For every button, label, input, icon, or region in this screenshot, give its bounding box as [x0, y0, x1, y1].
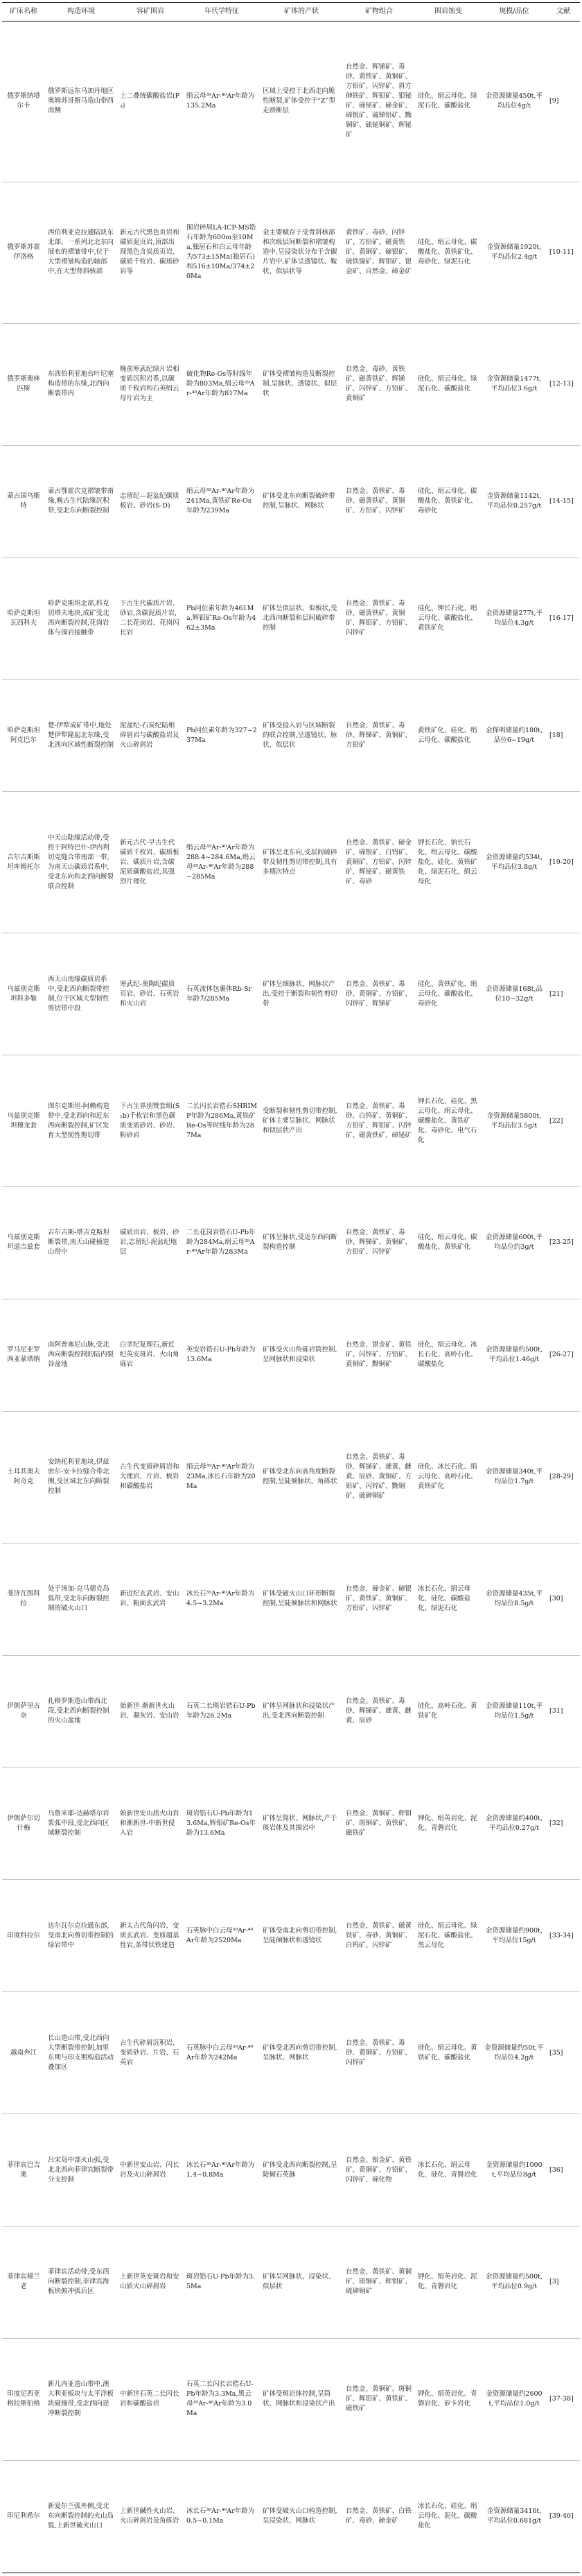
deposit-name-cell: 斐济瓦图科拉	[2, 1543, 45, 1655]
mineral-assemblage-cell: 自然金、黄铁矿、毒砂、黄铜矿、方铅矿、闪锌矿	[343, 1992, 415, 2114]
scale-grade-cell: 金资源储量435t,平均品位8.5g/t	[482, 1543, 547, 1655]
geochronology-cell: Pb同位素年龄为327~237Ma	[184, 680, 260, 792]
deposit-name-cell: 罗马尼亚罗西亚蒙塔纳	[2, 1299, 45, 1411]
host-rock-cell: 下古生界别赞套组(S₁b)千枚岩和黑色碳质变质砂岩、砂岩、粉砂岩	[117, 1055, 184, 1187]
geochronology-cell: 二长花岗岩锆石U-Pb年龄为284Ma,绢云母³⁹Ar-⁴⁰Ar年龄为283Ma	[184, 1187, 260, 1299]
reference-cell: [35]	[547, 1992, 580, 2114]
mineral-assemblage-cell: 自然金、碲金矿、碲银矿、黄铁矿、黄铜矿、方铅矿、闪锌矿	[343, 1543, 415, 1655]
host-rock-cell: 古生代碎屑沉积岩,变质砂岩、片岩、石英岩	[117, 1992, 184, 2114]
reference-cell: [28-29]	[547, 1411, 580, 1543]
geochronology-cell: 冰长石³⁹Ar-⁴⁰Ar年龄为4.5~3.2Ma	[184, 1543, 260, 1655]
table-header-row	[2, 3, 580, 21]
orebody-occurrence-cell: 矿体受北西向断裂控制,呈陡倾石英脉	[260, 2114, 343, 2227]
mineral-assemblage-cell: 黄铁矿、毒砂、闪锌矿、方铅矿、磁黄铁矿、黄铜矿、碲银矿、硫铁镍矿、辉钼矿、银金矿、自然金、碲金矿	[343, 182, 415, 323]
orebody-occurrence-cell: 矿体受北东向高角度断裂控制,呈陡倾脉状、角砾状	[260, 1411, 343, 1543]
mineral-assemblage-cell: 自然金、黄铁矿、磁黄铁矿、毒砂、黄铜矿、白钨矿、闪锌矿	[343, 1880, 415, 1992]
table-row	[2, 1187, 580, 1299]
host-rock-cell: 泥盆纪-石炭纪陆相碎屑岩与碳酸盐岩及火山碎屑岩	[117, 680, 184, 792]
mineral-assemblage-cell: 自然金、黄铁矿、毒砂、黄铜矿、方铅矿、闪锌矿、辉锑矿	[343, 933, 415, 1055]
deposit-name-cell: 印尼利希尔	[2, 2460, 45, 2573]
reference-cell: [9]	[547, 21, 580, 182]
scale-grade-cell: 金资源储量1477t,平均品位3.6g/t	[482, 323, 547, 445]
scale-grade-cell: 金资源储量约900t,平均品位15g/t	[482, 1880, 547, 1992]
reference-cell: [10-11]	[547, 182, 580, 323]
deposit-name-cell: 俄罗斯纳塔尔卡	[2, 21, 45, 182]
orebody-occurrence-cell: 矿体呈网脉状和浸染状产出,受北西向断裂控制	[260, 1655, 343, 1767]
deposit-name-cell: 土耳其奥夫阿奇克	[2, 1411, 45, 1543]
host-rock-cell: 晚前寒武纪绿片岩相变质沉积岩系,以碳质千枚岩和石英绢云母片岩为主	[117, 323, 184, 445]
wallrock-alteration-cell: 钾长石化、硅化、黑云母化、绢云母化、碳酸盐化、黄铁矿化、毒砂化、电气石化	[415, 1055, 482, 1187]
geochronology-cell: 斑岩锆石U-Pb年龄为3.5Ma	[184, 2227, 260, 2339]
orebody-occurrence-cell: 金主要赋存于受背斜核部和次级层间断裂和褶皱构造中,呈浸染状分布于含碳片岩中,矿体呈透镜状、鞍状、似层状等	[260, 182, 343, 323]
reference-cell: [39-40]	[547, 2460, 580, 2573]
tectonic-setting-cell: 南阿普塞尼山脉,受北西向断裂控制的陆内裂谷盆地	[45, 1299, 117, 1411]
geochronology-cell: 二长闪长岩锆石SHRIMP年龄为286Ma,黄铁矿Re-Os等时线年龄为287Ma	[184, 1055, 260, 1187]
host-rock-cell: 寒武纪-奥陶纪碳质页岩、砂岩、石英岩和火山岩	[117, 933, 184, 1055]
table-row	[2, 323, 580, 445]
reference-cell: [31]	[547, 1655, 580, 1767]
scale-grade-cell: 金资源储量约2600t,平均品位1.0g/t	[482, 2338, 547, 2460]
table-row	[2, 792, 580, 933]
orebody-occurrence-cell: 矿体受破火山口构造控制,呈浸染状、网脉状	[260, 2460, 343, 2573]
reference-cell: [36]	[547, 2114, 580, 2227]
tectonic-setting-cell: 新几内亚造山带中,澳大利亚板块与太平洋板块碰撞带,受北西向逆冲断裂控制	[45, 2338, 117, 2460]
scale-grade-cell: 金资源储量约50t,平均品位4.2g/t	[482, 1992, 547, 2114]
scale-grade-cell: 金探明储量约180t,品位6~19g/t	[482, 680, 547, 792]
tectonic-setting-cell: 东西伯利亚地台叶尼塞构造带的东缘,北西向断裂带内	[45, 323, 117, 445]
table-row	[2, 21, 580, 182]
host-rock-cell: 下古生代碳质片岩、砂岩,含碳泥质片岩,二长花岗岩、花岗闪长岩	[117, 557, 184, 680]
host-rock-cell: 始新世-渐新世火山岩、凝灰岩、安山岩	[117, 1655, 184, 1767]
wallrock-alteration-cell: 钾化、绢英岩化、泥化、青磐岩化	[415, 2227, 482, 2339]
mineral-assemblage-cell: 自然金、黄铁矿、毒砂、白钨矿、黄铜矿、方铅矿、辉钼矿、闪锌矿、磁黄铁矿、碲铋矿	[343, 1055, 415, 1187]
deposit-table	[2, 2, 580, 2573]
orebody-occurrence-cell: 矿体呈似层状、似板状,受北西向断裂和层间破碎带控制	[260, 557, 343, 680]
reference-cell: [22]	[547, 1055, 580, 1187]
deposit-name-cell: 俄罗斯苏霍伊洛格	[2, 182, 45, 323]
host-rock-cell: 中新世石英二长闪长岩和碳酸盐岩	[117, 2338, 184, 2460]
tectonic-setting-cell: 菲律宾活动带,受东西向断裂控制,菲律宾海板块俯冲弧后区	[45, 2227, 117, 2339]
mineral-assemblage-cell: 自然金、黄铁矿、毒砂、辉锑矿、雄黄、雌黄、辰砂、黄铜矿、方铅矿、闪锌矿、黝铜矿、硫砷铜矿	[343, 1411, 415, 1543]
geochronology-cell: 英安岩锆石U-Pb年龄为13.6Ma	[184, 1299, 260, 1411]
table-row	[2, 1880, 580, 1992]
orebody-occurrence-cell: 矿体呈北东向,受层间破碎带及韧性剪切带控制,具有多期次特点	[260, 792, 343, 933]
scale-grade-cell: 金资源储量340t,平均品位1.7g/t	[482, 1411, 547, 1543]
reference-cell: [37-38]	[547, 2338, 580, 2460]
header-host-rock: 容矿围岩	[117, 3, 184, 21]
deposit-name-cell: 乌兹别克斯坦穆龙套	[2, 1055, 45, 1187]
orebody-occurrence-cell: 矿体受侵入岩与区域断裂的联合控制,呈透镜状、脉状、似层状	[260, 680, 343, 792]
wallrock-alteration-cell: 冰长石化、绢云母化、硅化、青磐岩化	[415, 2114, 482, 2227]
mineral-assemblage-cell: 自然金、毒砂、黄铁矿、磁黄铁矿、辉锑矿、闪锌矿、方铅矿、黄铜矿	[343, 323, 415, 445]
wallrock-alteration-cell: 黄铁矿化、硅化、绢云母化、碳酸盐化	[415, 680, 482, 792]
scale-grade-cell: 金资源储量约500t,平均品位0.9g/t	[482, 2227, 547, 2339]
orebody-occurrence-cell: 区域上受控于北西走向脆性断裂,矿体受控于“Z”型走滑断层	[260, 21, 343, 182]
tectonic-setting-cell: 扎格罗斯造山带西北段,受北西向断裂控制的火山盆地	[45, 1655, 117, 1767]
wallrock-alteration-cell: 冰长石化、硅化、绢云母化、泥化、碳酸盐化	[415, 2460, 482, 2573]
header-geochronology: 年代学特征	[184, 3, 260, 21]
mineral-assemblage-cell: 自然金、黄铁矿、白铁矿、毒砂、碲金矿	[343, 2460, 415, 2573]
wallrock-alteration-cell: 钾化、绢英岩化、泥化、青磐岩化	[415, 1767, 482, 1880]
orebody-occurrence-cell: 受断裂和韧性剪切带控制,矿体主要呈脉状、网脉状和似层状产出	[260, 1055, 343, 1187]
reference-cell: [23-25]	[547, 1187, 580, 1299]
geochronology-cell: 斑岩锆石U-Pb年龄为13.6Ma,辉钼矿Re-Os年龄为13.6Ma	[184, 1767, 260, 1880]
tectonic-setting-cell: 西伯利亚克拉通陆块东北部，一系列北北东向展布的褶皱带中,位于大型褶皱构造的轴部中,在大型背斜核部	[45, 182, 117, 323]
deposit-name-cell: 菲律宾巴吉奥	[2, 2114, 45, 2227]
host-rock-cell: 上新世碱性火山岩、火山碎屑岩及角砾岩	[117, 2460, 184, 2573]
host-rock-cell: 新元古代-早古生代碳质千枚岩、碳质板岩、碳质片岩,含碳泥质碳酸盐岩,具强烈片理化	[117, 792, 184, 933]
orebody-occurrence-cell: 矿体受火山角砾岩筒控制,呈网脉状和浸染状	[260, 1299, 343, 1411]
mineral-assemblage-cell: 自然金、黄铁矿、毒砂、磁黄铁矿、黄铜矿、方铅矿、闪锌矿	[343, 445, 415, 557]
orebody-occurrence-cell: 矿体呈筒状、网脉状,产于斑岩体及其围岩中	[260, 1767, 343, 1880]
mineral-assemblage-cell: 自然金、黄铁矿、毒砂、辉锑矿、雄黄、雌黄、辰砂	[343, 1655, 415, 1767]
geochronology-cell: 绢云母³⁹Ar-⁴⁰Ar年龄为135.2Ma	[184, 21, 260, 182]
geochronology-cell: Pb同位素年龄为461Ma,辉钼矿Re-Os年龄为462±3Ma	[184, 557, 260, 680]
table-row	[2, 1055, 580, 1187]
geochronology-cell: 绢云母³⁹Ar-⁴⁰Ar年龄为241Ma,黄铁矿Re-Os年龄为239Ma	[184, 445, 260, 557]
table-row	[2, 1543, 580, 1655]
table-row	[2, 2114, 580, 2227]
header-reference: 文献	[547, 3, 580, 21]
mineral-assemblage-cell: 自然金、黄铁矿、毒砂、辉锑矿、黄铜矿、方铅矿、闪锌矿	[343, 1187, 415, 1299]
header-mineral-assemblage: 矿物组合	[343, 3, 415, 21]
table-row	[2, 182, 580, 323]
header-scale-grade: 规模/品位	[482, 3, 547, 21]
reference-cell: [21]	[547, 933, 580, 1055]
host-rock-cell: 古生代变质碎屑岩和大理岩、片岩、板岩和碳酸盐岩	[117, 1411, 184, 1543]
geochronology-cell: 冰长石³⁹Ar-⁴⁰Ar年龄为1.4~0.8Ma	[184, 2114, 260, 2227]
geochronology-cell: 绢云母³⁹Ar-⁴⁰Ar年龄为288.4~284.6Ma,绢云母³⁹Ar-⁴⁰Ar年龄为288~285Ma	[184, 792, 260, 933]
deposit-name-cell: 哈萨克斯坦瓦西科夫	[2, 557, 45, 680]
table-row	[2, 445, 580, 557]
reference-cell: [3]	[547, 2227, 580, 2339]
deposit-name-cell: 伊朗萨尔切什梅	[2, 1767, 45, 1880]
mineral-assemblage-cell: 自然金、黄铁矿、毒砂、磁黄铁矿、黄铜矿、辉钼矿、方铅矿、闪锌矿	[343, 557, 415, 680]
wallrock-alteration-cell: 硅化、绢云母化、冰长石化、高岭石化、碳酸盐化	[415, 1299, 482, 1411]
deposit-name-cell: 越南奔江	[2, 1992, 45, 2114]
host-rock-cell: 上新世英安斑岩和安山质火山碎屑岩	[117, 2227, 184, 2339]
table-row	[2, 1992, 580, 2114]
mineral-assemblage-cell: 自然金、银金矿、黄铁矿、黄铜矿、方铅矿、闪锌矿、碲化物	[343, 2114, 415, 2227]
wallrock-alteration-cell: 冰长石化、绢云母化、硅化、碳酸盐化、绿泥石化	[415, 1543, 482, 1655]
mineral-assemblage-cell: 自然金、辉锑矿、毒砂、黄铁矿、黄铜矿、方铅矿、闪锌矿、斜方砷铁矿、辉钼矿、钼铋矿、碲铋矿、碲金矿、碲银矿、硫锑铅矿、黝铜矿、硫铋铜矿、辉铋矿	[343, 21, 415, 182]
wallrock-alteration-cell: 硅化、绢云母化、碳酸盐化、黄铁矿化、毒砂化	[415, 445, 482, 557]
reference-cell: [32]	[547, 1767, 580, 1880]
tectonic-setting-cell: 俄罗斯远东马加丹地区奥姆苏哥斯马造山带西南侧	[45, 21, 117, 182]
host-rock-cell: 新近纪玄武岩、安山岩、粗面玄武岩	[117, 1543, 184, 1655]
tectonic-setting-cell: 吉尔吉斯-塔吉克斯坦断裂带,南天山碰撞造山带中	[45, 1187, 117, 1299]
geochronology-cell: 石英脉中白云母³⁹Ar-⁴⁰Ar年龄为242Ma	[184, 1992, 260, 2114]
scale-grade-cell: 金资源储量约1000t,平均品位8g/t	[482, 2114, 547, 2227]
geochronology-cell: 硫化物Re-Os等时线年龄为803Ma,绢云母³⁹Ar-⁴⁰Ar年龄为817Ma	[184, 323, 260, 445]
scale-grade-cell: 金资源储量277t,平均品位4.3g/t	[482, 557, 547, 680]
wallrock-alteration-cell: 硅化、冰长石化、绢云母化、高岭石化、黄铁矿化	[415, 1411, 482, 1543]
geochronology-cell: 冰长石³⁹Ar-⁴⁰Ar年龄为0.5~0.1Ma	[184, 2460, 260, 2573]
table-row	[2, 1767, 580, 1880]
deposit-name-cell: 蒙古国乌斯特	[2, 445, 45, 557]
wallrock-alteration-cell: 硅化、钾长石化、绢云母化、碳酸盐化、黄铁矿化	[415, 557, 482, 680]
header-wallrock-alteration: 围岩蚀变	[415, 3, 482, 21]
orebody-occurrence-cell: 矿体受破火山口环形断裂控制,呈陡倾脉状和网脉状	[260, 1543, 343, 1655]
orebody-occurrence-cell: 矿体受褶皱构造及断裂控制,呈脉状、透镜状、似层状	[260, 323, 343, 445]
table-row	[2, 1655, 580, 1767]
scale-grade-cell: 金资源储量600t,平均品位约3g/t	[482, 1187, 547, 1299]
wallrock-alteration-cell: 钾长石化、钠长石化、绢云母化、碳酸盐化、硅化、黄铁矿化、绿泥石化、绢云母化	[415, 792, 482, 933]
wallrock-alteration-cell: 硅化、绢云母化、碳酸盐化、黄铁矿化、毒砂化、绿泥石化	[415, 182, 482, 323]
host-rock-cell: 新元古代黑色页岩和碳质泥页岩,顶部出现黑色含炭质页岩、碳质千枚岩、碳质砂岩等	[117, 182, 184, 323]
host-rock-cell: 志留纪—泥盆纪碳质板岩、砂岩(S-D)	[117, 445, 184, 557]
deposit-name-cell: 乌兹别克斯坦道吉兹套	[2, 1187, 45, 1299]
host-rock-cell: 白垩纪复理石,新近纪英安斑岩、火山角砾岩	[117, 1299, 184, 1411]
deposit-name-cell: 伊朗萨里古奈	[2, 1655, 45, 1767]
geochronology-cell: 石英二长闪长岩锆石U-Pb年龄为3.3Ma,黑云母³⁹Ar-⁴⁰Ar年龄为3.0Ma	[184, 2338, 260, 2460]
table-row	[2, 2460, 580, 2573]
orebody-occurrence-cell: 矿体呈网脉状、浸染状、似层状	[260, 2227, 343, 2339]
orebody-occurrence-cell: 矿体呈细脉状、网脉状产出,受控于断裂和韧性剪切带	[260, 933, 343, 1055]
deposit-name-cell: 菲律宾棉兰老	[2, 2227, 45, 2339]
tectonic-setting-cell: 图尔克斯坦-阿赖构造带中,受北西向和近东西向断裂控制,矿区发育大型韧性剪切带	[45, 1055, 117, 1187]
reference-cell: [12-13]	[547, 323, 580, 445]
scale-grade-cell: 金资源储量约400t,平均品位0.27g/t	[482, 1767, 547, 1880]
mineral-assemblage-cell: 自然金、银金矿、黄铁矿、闪锌矿、方铅矿、黄铜矿、黝铜矿	[343, 1299, 415, 1411]
tectonic-setting-cell: 安纳托利亚地块,伊兹密尔-安卡拉缝合带北侧,受区域北东向断裂控制	[45, 1411, 117, 1543]
host-rock-cell: 中新世安山岩、闪长岩及火山碎屑岩	[117, 2114, 184, 2227]
reference-cell: [26-27]	[547, 1299, 580, 1411]
header-tectonic-setting: 构造环境	[45, 3, 117, 21]
header-deposit-name: 矿床名称	[2, 3, 45, 21]
deposit-name-cell: 俄罗斯奥林匹斯	[2, 323, 45, 445]
host-rock-cell: 上二叠统碳酸盐岩(P₃)	[117, 21, 184, 182]
table-row	[2, 1411, 580, 1543]
table-row	[2, 933, 580, 1055]
reference-cell: [18]	[547, 680, 580, 792]
wallrock-alteration-cell: 钾化、绢英岩化、青磐岩化、矽卡岩化	[415, 2338, 482, 2460]
geochronology-cell: 石英脉中白云母³⁹Ar-⁴⁰Ar年龄为2520Ma	[184, 1880, 260, 1992]
deposit-name-cell: 印度尼西亚格拉斯伯格	[2, 2338, 45, 2460]
reference-cell: [33-34]	[547, 1880, 580, 1992]
orebody-occurrence-cell: 矿体受南北向剪切带控制,呈陡倾脉状和透镜状	[260, 1880, 343, 1992]
orebody-occurrence-cell: 矿体呈脉状,受近东西向断裂构造控制	[260, 1187, 343, 1299]
reference-cell: [19-20]	[547, 792, 580, 933]
host-rock-cell: 始新世安山质火山岩和渐新世-中新世侵入岩	[117, 1767, 184, 1880]
scale-grade-cell: 金资源储量110t,平均品位1.5g/t	[482, 1655, 547, 1767]
scale-grade-cell: 金资源储量168t,品位10~32g/t	[482, 933, 547, 1055]
wallrock-alteration-cell: 硅化、绢云母化、绿泥石化、碳酸盐化、黑云母化	[415, 1880, 482, 1992]
wallrock-alteration-cell: 硅化、高岭石化、黄铁矿化	[415, 1655, 482, 1767]
scale-grade-cell: 金资源储量约500t,平均品位1.46g/t	[482, 1299, 547, 1411]
mineral-assemblage-cell: 自然金、黄铁矿、黄铜矿、斑铜矿、辉钼矿、硫砷铜矿	[343, 2227, 415, 2339]
mineral-assemblage-cell: 自然金、黄铜矿、辉钼矿、斑铜矿、黄铁矿、磁铁矿	[343, 1767, 415, 1880]
mineral-assemblage-cell: 自然金、黄铜矿、斑铜矿、辉钼矿、黄铁矿、磁铁矿	[343, 2338, 415, 2460]
scale-grade-cell: 金资源储量450t,平均品位4g/t	[482, 21, 547, 182]
tectonic-setting-cell: 长山造山带,受北西向大型断裂带控制,加里东期与印支期构造活动叠加区	[45, 1992, 117, 2114]
orebody-occurrence-cell: 矿体受北东向断裂破碎带控制,呈脉状、网脉状	[260, 445, 343, 557]
table-row	[2, 2227, 580, 2339]
tectonic-setting-cell: 西天山南缘碳质岩系中,受北西向断裂带控制,位于区域大型韧性剪切带中段	[45, 933, 117, 1055]
wallrock-alteration-cell: 硅化、绢云母化、绿泥石化、碳酸盐化	[415, 323, 482, 445]
tectonic-setting-cell: 蒙古鄂霍次克褶皱带南缘,晚古生代陆缘沉积带,受北东向断裂控制	[45, 445, 117, 557]
geochronology-cell: 石英二长斑岩锆石U-Pb年龄为26.2Ma	[184, 1655, 260, 1767]
tectonic-setting-cell: 中天山陆缘活动带,受控于阿特巴什-伊内利切克缝合带南部一带,为南天山碳质岩系中,受北东向和北西向断裂联合控制	[45, 792, 117, 933]
scale-grade-cell: 金资源储量1142t,平均品位0.257g/t	[482, 445, 547, 557]
deposit-name-cell: 哈萨克斯坦阿克巴尔	[2, 680, 45, 792]
scale-grade-cell: 金资源储量1920t,平均品位2.4g/t	[482, 182, 547, 323]
scale-grade-cell: 金资源储量3416t,平均品位0.681g/t	[482, 2460, 547, 2573]
table-row	[2, 1299, 580, 1411]
tectonic-setting-cell: 处于汤加-克马德克岛弧带,受北东向断裂控制的破火山口	[45, 1543, 117, 1655]
tectonic-setting-cell: 吕宋岛中部火山弧,受北北西向菲律宾断裂带分支控制	[45, 2114, 117, 2227]
deposit-name-cell: 乌兹别克斯坦科多勒	[2, 933, 45, 1055]
wallrock-alteration-cell: 硅化、绢云母化、黄铁矿化、碳酸盐化	[415, 1992, 482, 2114]
orebody-occurrence-cell: 矿体受斑岩体控制,呈筒状、网脉状和浸染状产出	[260, 2338, 343, 2460]
geochronology-cell: 绢云母³⁹Ar-⁴⁰Ar年龄为23Ma,冰长石年龄为20Ma	[184, 1411, 260, 1543]
orebody-occurrence-cell: 矿体受北西向剪切带控制,呈脉状、网脉状	[260, 1992, 343, 2114]
table-row	[2, 680, 580, 792]
tectonic-setting-cell: 乌鲁米耶-达赫塔尔岩浆弧中段,受北西向区域断裂控制	[45, 1767, 117, 1880]
scale-grade-cell: 金资源储量5800t,平均品位3.5g/t	[482, 1055, 547, 1187]
reference-cell: [30]	[547, 1543, 580, 1655]
mineral-assemblage-cell: 自然金、黄铁矿、碲金矿、碲银矿、白钨矿、黄铜矿、方铅矿、闪锌矿、辉铋矿、磁黄铁矿、毒砂	[343, 792, 415, 933]
reference-cell: [16-17]	[547, 557, 580, 680]
wallrock-alteration-cell: 硅化、绢云母化、绿泥石化、碳酸盐化	[415, 21, 482, 182]
table-row	[2, 557, 580, 680]
table-row	[2, 2338, 580, 2460]
reference-cell: [14-15]	[547, 445, 580, 557]
deposit-name-cell: 印度科拉尔	[2, 1880, 45, 1992]
host-rock-cell: 碳质页岩、板岩、砂岩,志留纪-泥盆纪地层	[117, 1187, 184, 1299]
deposit-name-cell: 吉尔吉斯斯坦库姆托尔	[2, 792, 45, 933]
scale-grade-cell: 金资源储量约534t,平均品位3.8g/t	[482, 792, 547, 933]
wallrock-alteration-cell: 硅化、黄铁矿化、绢云母化、碳酸盐化、毒砂化	[415, 933, 482, 1055]
tectonic-setting-cell: 新爱尔兰弧外侧,受北东向断裂控制的火山岛弧,上新世破火山口	[45, 2460, 117, 2573]
tectonic-setting-cell: 楚-伊犁成矿带中,地处楚伊犁隆起北东缘,受北西向区域性断裂控制	[45, 680, 117, 792]
geochronology-cell: 围岩碎屑LA-ICP-MS锆石年龄为600m至10Ma,独居石和白云母年龄为573±15Ma(独居石)和516±10Ma/374±20Ma	[184, 182, 260, 323]
header-orebody-occurrence: 矿体的产状	[260, 3, 343, 21]
host-rock-cell: 新太古代角闪岩、变质玄武岩、变质超基性岩,条带状铁建造	[117, 1880, 184, 1992]
mineral-assemblage-cell: 自然金、黄铁矿、毒砂、辉锑矿、黄铜矿、方铅矿	[343, 680, 415, 792]
geochronology-cell: 石英流体包裹体Rb-Sr年龄为285Ma	[184, 933, 260, 1055]
wallrock-alteration-cell: 硅化、绢云母化、碳酸盐化、黄铁矿化	[415, 1187, 482, 1299]
tectonic-setting-cell: 达尔瓦尔克拉通东部,受南北向剪切带控制的绿岩带中	[45, 1880, 117, 1992]
tectonic-setting-cell: 哈萨克斯坦北部,科克切塔夫地块,成矿受北西向断裂控制,花岗岩体与围岩接触带	[45, 557, 117, 680]
